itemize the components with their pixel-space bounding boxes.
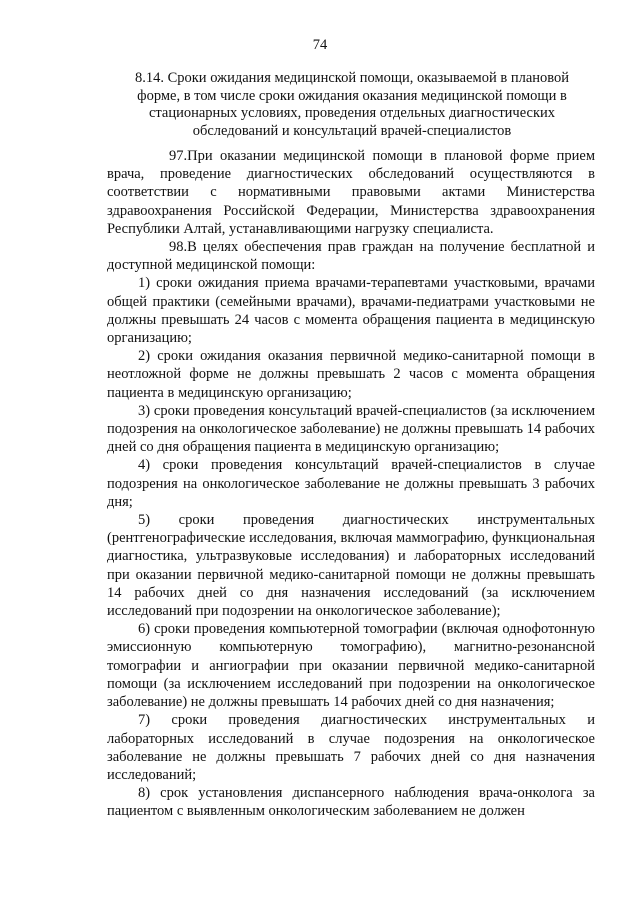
section-heading xyxy=(112,70,592,140)
paragraph-number: 98. xyxy=(169,239,188,256)
list-item-6: 6) сроки проведения компьютерной томографии (включая однофотонную эмиссионную компьютерную томографию), магнитно-резонансной томографии и ангиографии при оказании первичной медико-санитарной помощи (за исключением исследований при подозрении на онкологическое заболевание) не должны превышать 14 рабочих дней со дня назначения; xyxy=(107,621,595,711)
paragraph-text: В целях обеспечения прав граждан на получение бесплатной и доступной медицинской помощи: xyxy=(107,239,595,274)
section-heading-line: 8.14. Сроки ожидания медицинской помощи, оказываемой в плановой xyxy=(134,70,570,86)
page-number: 74 xyxy=(312,37,328,53)
list-item-4: 4) сроки проведения консультаций врачей-специалистов в случае подозрения на онкологическое заболевание не должны превышать 3 рабочих дня; xyxy=(107,457,595,510)
paragraph-97 xyxy=(107,147,595,238)
list-item-1: 1) сроки ожидания приема врачами-терапевтами участковыми, врачами общей практики (семейными врачами), врачами-педиатрами участковыми не должны превышать 24 часов с момента обращения пациента в медицинскую организацию; xyxy=(107,275,595,347)
section-heading-line: стационарных условиях, проведения отдельных диагностических xyxy=(148,105,556,122)
document-body xyxy=(107,147,595,821)
list-item-8: 8) срок установления диспансерного наблюдения врача-онколога за пациентом с выявленным онкологическим заболеванием не должен xyxy=(107,785,595,820)
list-item-7: 7) сроки проведения диагностических инструментальных и лабораторных исследований в случае подозрения на онкологическое заболевание не должны превышать 7 рабочих дней со дня назначения исследований; xyxy=(107,712,595,783)
paragraph-number: 97. xyxy=(169,148,188,164)
section-heading-line: форме, в том числе сроки ожидания оказания медицинской помощи в xyxy=(137,87,567,104)
list-item-3: 3) сроки проведения консультаций врачей-специалистов (за исключением подозрения на онкологическое заболевание) не должны превышать 14 рабочих дней со дня обращения пациента в медицинскую организацию; xyxy=(107,402,595,456)
list-item-5: 5) сроки проведения диагностических инструментальных (рентгенографические исследования, включая маммографию, функциональная диагностика, ультразвуковые исследования) и лабораторных исследований при оказании первичной медико-санитарной помощи не должны превышать 14 рабочих дней со дня назначения исследований (за исключением исследований при подозрении на онкологическое заболевание); xyxy=(107,512,595,620)
paragraph-98 xyxy=(107,238,595,274)
list-item-2: 2) сроки ожидания оказания первичной медико-санитарной помощи в неотложной форме не должны превышать 2 часов с момента обращения пациента в медицинскую организацию; xyxy=(107,348,595,401)
section-heading-line: обследований и консультаций врачей-специалистов xyxy=(192,122,512,139)
paragraph-text: При оказании медицинской помощи в плановой форме прием врача, проведение диагностических обследований осуществляются в соответствии с нормативными правовыми актами Министерства здравоохранения Российской Федерации, Министерства здравоохранения Республики Алтай, устанавливающими нагрузку специалиста. xyxy=(107,148,595,237)
